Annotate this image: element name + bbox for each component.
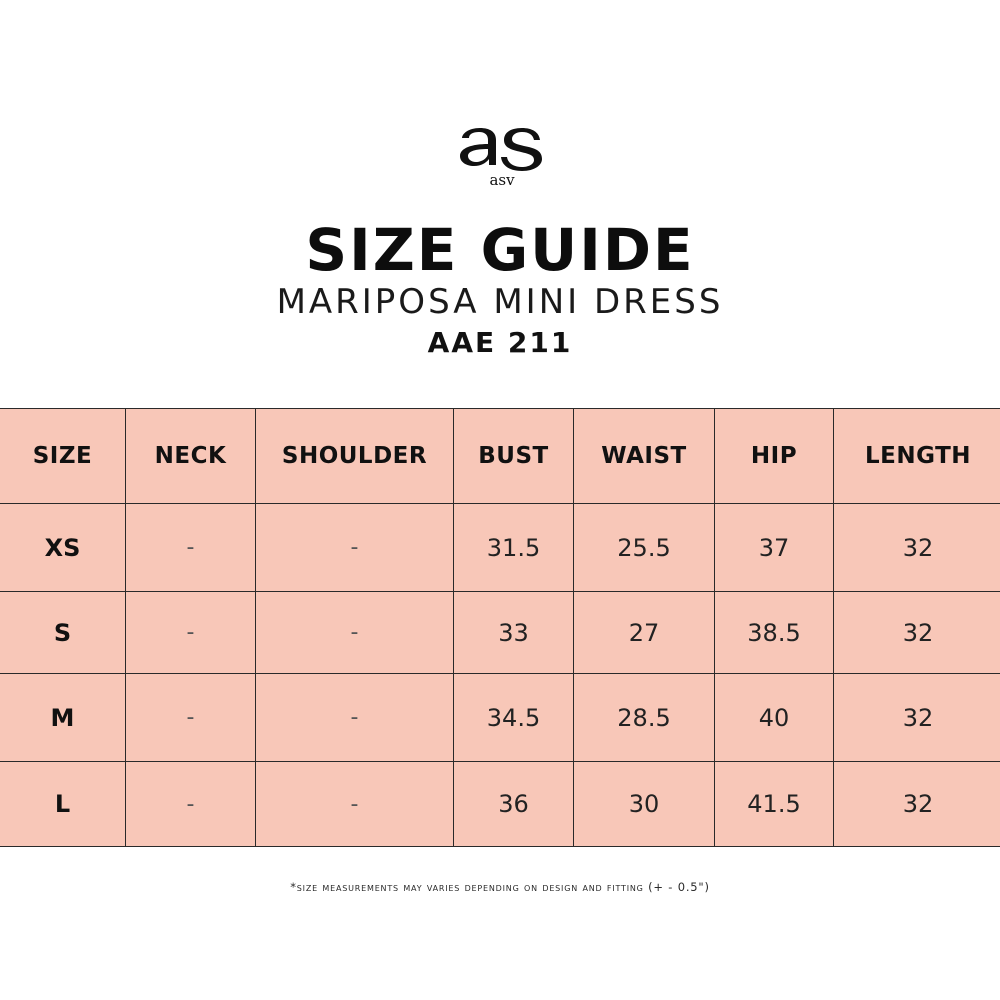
shoulder-cell: -	[256, 762, 454, 847]
length-cell: 32	[834, 674, 1000, 762]
product-name: MARIPOSA MINI DRESS	[276, 282, 724, 322]
neck-cell: -	[126, 674, 256, 762]
shoulder-cell: -	[256, 674, 454, 762]
column-header-waist: WAIST	[574, 409, 715, 504]
waist-cell: 27	[574, 592, 715, 674]
column-header-shoulder: SHOULDER	[256, 409, 454, 504]
length-cell: 32	[834, 504, 1000, 592]
size-footnote: *size measurements may varies depending on design and fitting (+ - 0.5")	[290, 880, 710, 894]
column-header-hip: HIP	[715, 409, 834, 504]
size-cell: L	[0, 762, 126, 847]
bust-cell: 34.5	[454, 674, 574, 762]
bust-cell: 33	[454, 592, 574, 674]
column-header-neck: NECK	[126, 409, 256, 504]
bust-cell: 31.5	[454, 504, 574, 592]
asv-monogram-icon	[458, 108, 546, 188]
header-row	[0, 409, 1000, 504]
column-header-length: LENGTH	[834, 409, 1000, 504]
hip-cell: 41.5	[715, 762, 834, 847]
neck-cell: -	[126, 504, 256, 592]
waist-cell: 25.5	[574, 504, 715, 592]
length-cell: 32	[834, 762, 1000, 847]
hip-cell: 38.5	[715, 592, 834, 674]
svg-text:asv: asv	[489, 171, 515, 188]
table-row	[0, 592, 1000, 674]
page-title: SIZE GUIDE	[305, 216, 695, 284]
size-cell: M	[0, 674, 126, 762]
size-cell: XS	[0, 504, 126, 592]
column-header-size: SIZE	[0, 409, 126, 504]
table-row	[0, 674, 1000, 762]
asv-logo	[458, 108, 546, 188]
size-cell: S	[0, 592, 126, 674]
length-cell: 32	[834, 592, 1000, 674]
product-code: AAE 211	[427, 326, 573, 359]
hip-cell: 40	[715, 674, 834, 762]
table-row	[0, 762, 1000, 847]
shoulder-cell: -	[256, 504, 454, 592]
neck-cell: -	[126, 762, 256, 847]
waist-cell: 30	[574, 762, 715, 847]
waist-cell: 28.5	[574, 674, 715, 762]
bust-cell: 36	[454, 762, 574, 847]
neck-cell: -	[126, 592, 256, 674]
column-header-bust: BUST	[454, 409, 574, 504]
table-row	[0, 504, 1000, 592]
hip-cell: 37	[715, 504, 834, 592]
size-chart-table	[0, 408, 1000, 847]
shoulder-cell: -	[256, 592, 454, 674]
